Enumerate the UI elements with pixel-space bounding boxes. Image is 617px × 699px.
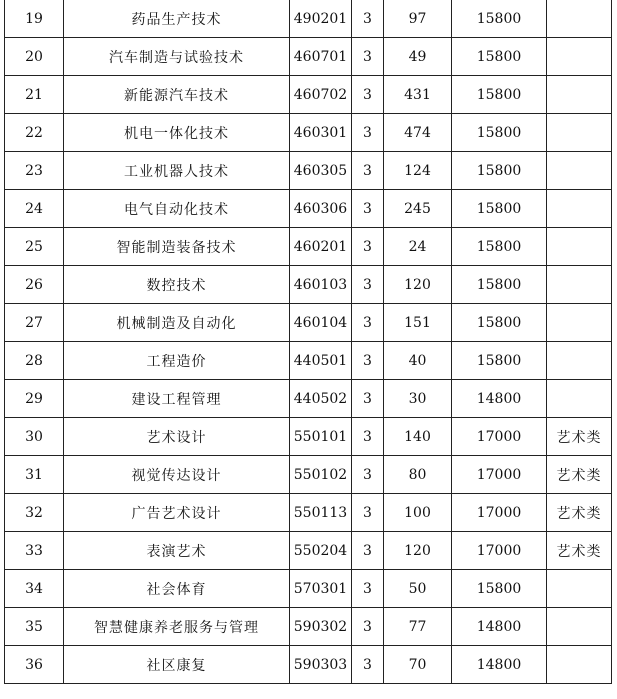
table-row: [5, 0, 612, 38]
study-years-cell: 3: [352, 114, 384, 152]
row-number-cell: 31: [5, 456, 64, 494]
note-cell: 艺术类: [547, 494, 612, 532]
major-name-cell: 建设工程管理: [64, 380, 290, 418]
major-code-cell: 460201: [290, 228, 352, 266]
enrollment-count-cell: 24: [384, 228, 452, 266]
enrollment-count-cell: 49: [384, 38, 452, 76]
enrollment-count-cell: 70: [384, 646, 452, 684]
row-number-cell: 25: [5, 228, 64, 266]
major-name-cell: 智能制造装备技术: [64, 228, 290, 266]
major-code-cell: 460103: [290, 266, 352, 304]
study-years-cell: 3: [352, 76, 384, 114]
tuition-fee-cell: 15800: [452, 266, 547, 304]
major-name-cell: 药品生产技术: [64, 0, 290, 38]
table-row: [5, 38, 612, 76]
note-cell: [547, 608, 612, 646]
enrollment-count-cell: 120: [384, 266, 452, 304]
row-number-cell: 20: [5, 38, 64, 76]
major-name-cell: 艺术设计: [64, 418, 290, 456]
note-cell: 艺术类: [547, 456, 612, 494]
tuition-fee-cell: 15800: [452, 0, 547, 38]
enrollment-count-cell: 50: [384, 570, 452, 608]
study-years-cell: 3: [352, 380, 384, 418]
enrollment-count-cell: 30: [384, 380, 452, 418]
note-cell: [547, 152, 612, 190]
row-number-cell: 21: [5, 76, 64, 114]
major-name-cell: 表演艺术: [64, 532, 290, 570]
note-cell: [547, 304, 612, 342]
major-code-cell: 460305: [290, 152, 352, 190]
table-body: [5, 0, 612, 684]
major-name-cell: 汽车制造与试验技术: [64, 38, 290, 76]
enrollment-count-cell: 140: [384, 418, 452, 456]
study-years-cell: 3: [352, 304, 384, 342]
tuition-fee-cell: 14800: [452, 608, 547, 646]
tuition-fee-cell: 15800: [452, 342, 547, 380]
enrollment-count-cell: 97: [384, 0, 452, 38]
major-name-cell: 数控技术: [64, 266, 290, 304]
row-number-cell: 19: [5, 0, 64, 38]
study-years-cell: 3: [352, 228, 384, 266]
table-row: [5, 190, 612, 228]
major-name-cell: 视觉传达设计: [64, 456, 290, 494]
table-row: [5, 532, 612, 570]
row-number-cell: 33: [5, 532, 64, 570]
study-years-cell: 3: [352, 608, 384, 646]
row-number-cell: 30: [5, 418, 64, 456]
note-cell: [547, 646, 612, 684]
note-cell: [547, 76, 612, 114]
major-code-cell: 460301: [290, 114, 352, 152]
major-code-cell: 570301: [290, 570, 352, 608]
study-years-cell: 3: [352, 456, 384, 494]
study-years-cell: 3: [352, 342, 384, 380]
note-cell: [547, 342, 612, 380]
note-cell: 艺术类: [547, 418, 612, 456]
major-code-cell: 460306: [290, 190, 352, 228]
major-name-cell: 工程造价: [64, 342, 290, 380]
enrollment-count-cell: 120: [384, 532, 452, 570]
row-number-cell: 23: [5, 152, 64, 190]
table-row: [5, 570, 612, 608]
tuition-fee-cell: 17000: [452, 532, 547, 570]
table-row: [5, 228, 612, 266]
enrollment-count-cell: 431: [384, 76, 452, 114]
row-number-cell: 34: [5, 570, 64, 608]
tuition-fee-cell: 15800: [452, 570, 547, 608]
table-row: [5, 76, 612, 114]
major-code-cell: 440501: [290, 342, 352, 380]
tuition-fee-cell: 15800: [452, 152, 547, 190]
tuition-fee-cell: 15800: [452, 190, 547, 228]
major-code-cell: 550113: [290, 494, 352, 532]
major-code-cell: 590303: [290, 646, 352, 684]
study-years-cell: 3: [352, 0, 384, 38]
note-cell: [547, 266, 612, 304]
table-row: [5, 456, 612, 494]
note-cell: [547, 0, 612, 38]
tuition-fee-cell: 17000: [452, 494, 547, 532]
tuition-fee-cell: 17000: [452, 418, 547, 456]
major-code-cell: 440502: [290, 380, 352, 418]
study-years-cell: 3: [352, 646, 384, 684]
note-cell: [547, 380, 612, 418]
study-years-cell: 3: [352, 494, 384, 532]
study-years-cell: 3: [352, 152, 384, 190]
major-code-cell: 550102: [290, 456, 352, 494]
major-code-cell: 460702: [290, 76, 352, 114]
major-name-cell: 新能源汽车技术: [64, 76, 290, 114]
major-code-cell: 550204: [290, 532, 352, 570]
note-cell: [547, 190, 612, 228]
table-row: [5, 304, 612, 342]
table-row: [5, 152, 612, 190]
table-row: [5, 418, 612, 456]
table-row: [5, 114, 612, 152]
table-row: [5, 380, 612, 418]
tuition-fee-cell: 15800: [452, 228, 547, 266]
row-number-cell: 36: [5, 646, 64, 684]
row-number-cell: 29: [5, 380, 64, 418]
row-number-cell: 22: [5, 114, 64, 152]
note-cell: [547, 228, 612, 266]
enrollment-count-cell: 124: [384, 152, 452, 190]
study-years-cell: 3: [352, 570, 384, 608]
major-name-cell: 机电一体化技术: [64, 114, 290, 152]
enrollment-count-cell: 245: [384, 190, 452, 228]
note-cell: 艺术类: [547, 532, 612, 570]
study-years-cell: 3: [352, 190, 384, 228]
enrollment-count-cell: 40: [384, 342, 452, 380]
note-cell: [547, 38, 612, 76]
major-name-cell: 机械制造及自动化: [64, 304, 290, 342]
major-name-cell: 广告艺术设计: [64, 494, 290, 532]
note-cell: [547, 114, 612, 152]
tuition-fee-cell: 15800: [452, 304, 547, 342]
table-row: [5, 494, 612, 532]
major-name-cell: 社区康复: [64, 646, 290, 684]
major-code-cell: 490201: [290, 0, 352, 38]
table-row: [5, 608, 612, 646]
study-years-cell: 3: [352, 38, 384, 76]
tuition-fee-cell: 14800: [452, 646, 547, 684]
enrollment-count-cell: 151: [384, 304, 452, 342]
major-name-cell: 电气自动化技术: [64, 190, 290, 228]
enrollment-count-cell: 77: [384, 608, 452, 646]
tuition-fee-cell: 17000: [452, 456, 547, 494]
major-table: [4, 0, 612, 684]
table-row: [5, 266, 612, 304]
tuition-fee-cell: 15800: [452, 76, 547, 114]
row-number-cell: 27: [5, 304, 64, 342]
study-years-cell: 3: [352, 418, 384, 456]
enrollment-count-cell: 100: [384, 494, 452, 532]
tuition-fee-cell: 14800: [452, 380, 547, 418]
major-code-cell: 460701: [290, 38, 352, 76]
major-code-cell: 460104: [290, 304, 352, 342]
study-years-cell: 3: [352, 532, 384, 570]
major-code-cell: 550101: [290, 418, 352, 456]
tuition-fee-cell: 15800: [452, 38, 547, 76]
tuition-fee-cell: 15800: [452, 114, 547, 152]
row-number-cell: 26: [5, 266, 64, 304]
table-row: [5, 646, 612, 684]
note-cell: [547, 570, 612, 608]
study-years-cell: 3: [352, 266, 384, 304]
table-row: [5, 342, 612, 380]
enrollment-count-cell: 474: [384, 114, 452, 152]
row-number-cell: 24: [5, 190, 64, 228]
major-name-cell: 智慧健康养老服务与管理: [64, 608, 290, 646]
row-number-cell: 28: [5, 342, 64, 380]
major-name-cell: 社会体育: [64, 570, 290, 608]
row-number-cell: 35: [5, 608, 64, 646]
enrollment-count-cell: 80: [384, 456, 452, 494]
major-code-cell: 590302: [290, 608, 352, 646]
row-number-cell: 32: [5, 494, 64, 532]
major-name-cell: 工业机器人技术: [64, 152, 290, 190]
